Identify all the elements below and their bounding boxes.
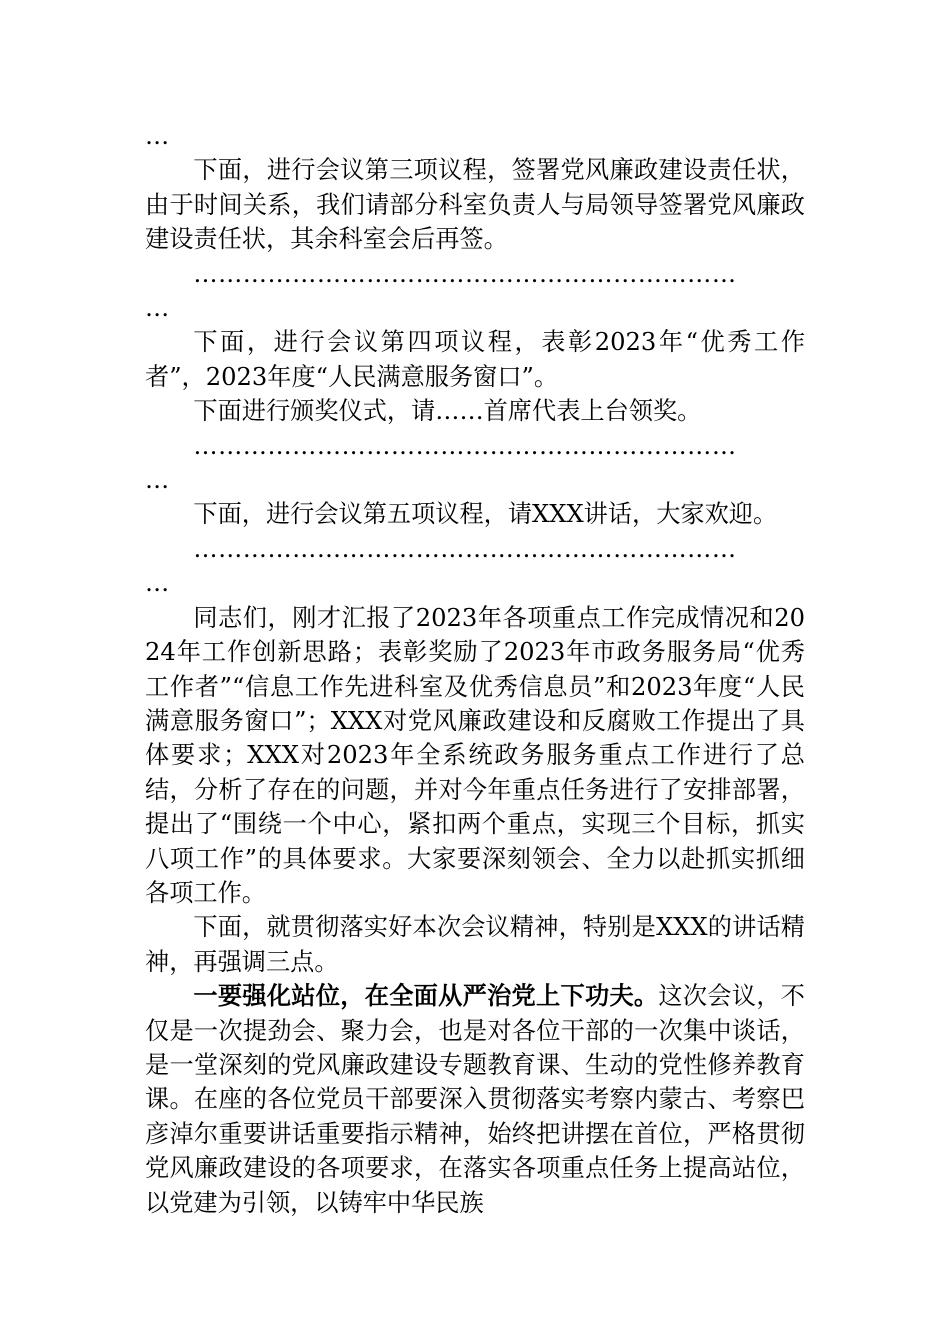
ellipsis-continuation: … xyxy=(145,466,170,495)
ellipsis-continuation: … xyxy=(145,122,170,150)
dotted-separator: ………………………………………………………… xyxy=(193,431,737,460)
document-page xyxy=(145,119,805,1220)
point-1-heading: 一要强化站位，在全面从严治党上下功夫。 xyxy=(193,981,659,1011)
point-1-body: 这次会议，不仅是一次提劲会、聚力会，也是对各位干部的一次集中谈话，是一堂深刻的党风廉政建设专题教育课、生动的党性修养教育课。在座的各位党员干部要深入贯彻落实考察内蒙古、考察巴彦淖尔重要讲话重要指示精神，始终把讲摆在首位，严格贯彻党风廉政建设的各项要求，在落实各项重点任务上提高站位，以党建为引领，以铸牢中华民族 xyxy=(145,982,805,1217)
agenda-item-4-paragraph: 下面，进行会议第四项议程，表彰2023年“优秀工作者”，2023年度“人民满意服务窗口”。 xyxy=(145,328,805,391)
meeting-summary-paragraph: 同志们，刚才汇报了2023年各项重点工作完成情况和2024年工作创新思路；表彰奖励了2023年市政务服务局“优秀工作者”“信息工作先进科室及优秀信息员”和2023年度“人民满意服务窗口”；XXX对党风廉政建设和反腐败工作提出了具体要求；XXX对2023年全系统政务服务重点工作进行了总结，分析了存在的问题，并对今年重点任务进行了安排部署，提出了“围绕一个中心，紧扣两个重点，实现三个目标，抓实八项工作”的具体要求。大家要深刻领会、全力以赴抓实抓细各项工作。 xyxy=(145,603,805,907)
ellipsis-continuation: … xyxy=(145,294,170,323)
agenda-item-3-paragraph: 下面，进行会议第三项议程，签署党风廉政建设责任状，由于时间关系，我们请部分科室负责人与局领导签署党风廉政建设责任状，其余科室会后再签。 xyxy=(145,156,805,254)
emphasis-intro-paragraph: 下面，就贯彻落实好本次会议精神，特别是XXX的讲话精神，再强调三点。 xyxy=(145,913,805,976)
dotted-separator: ………………………………………………………… xyxy=(193,534,737,563)
ellipsis-continuation: … xyxy=(145,569,170,598)
dotted-separator: ………………………………………………………… xyxy=(193,259,737,288)
point-1-paragraph xyxy=(145,979,805,1220)
agenda-item-5-paragraph: 下面，进行会议第五项议程，请XXX讲话，大家欢迎。 xyxy=(193,500,778,529)
award-ceremony-paragraph: 下面进行颁奖仪式，请……首席代表上台领奖。 xyxy=(193,397,702,426)
